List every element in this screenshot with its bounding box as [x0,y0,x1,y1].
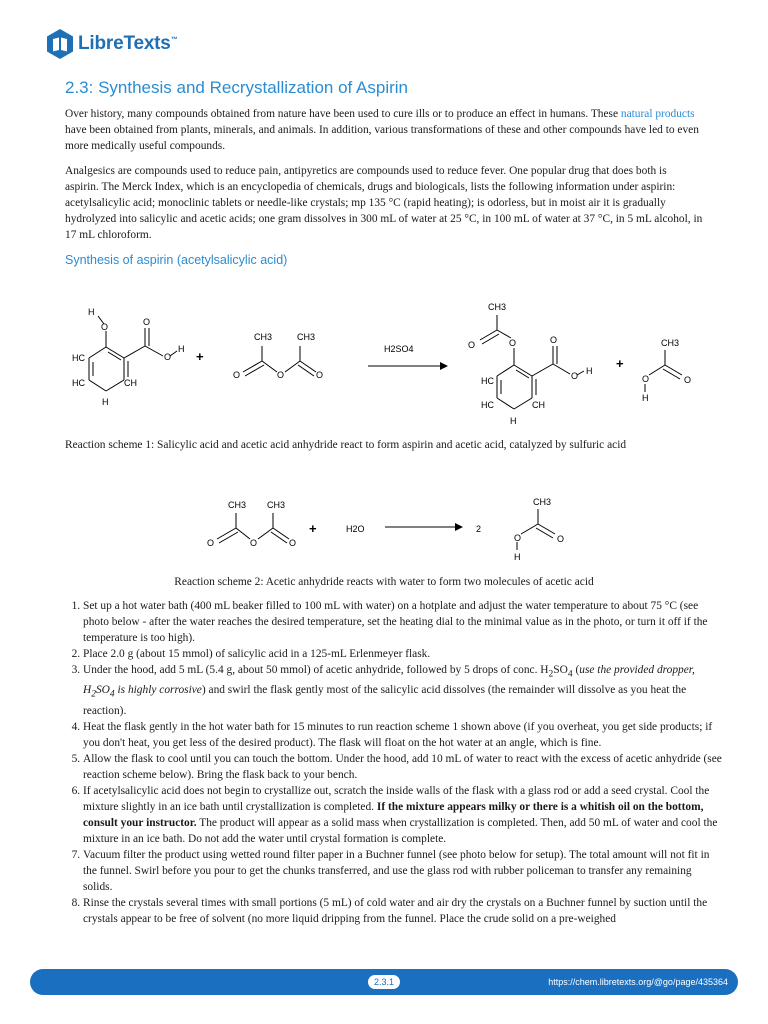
footer-bar [30,969,738,995]
svg-text:CH3: CH3 [533,497,552,507]
svg-text:HC: HC [72,353,85,363]
svg-text:H: H [586,366,593,376]
procedure-steps [65,598,723,927]
svg-text:CH3: CH3 [228,500,247,510]
svg-text:CH3: CH3 [267,500,286,510]
step-2: 2. Place 2.0 g (about 15 mmol) of salicylic acid in a 125-mL Erlenmeyer flask. [83,646,723,662]
svg-text:O: O [642,374,650,384]
step-7: 7. Vacuum filter the product using wetted round filter paper in a Buchner funnel (see photo below for setup). The total amount will not fit in the funnel. Swirl before you pour to get the chunks transferred, and use the glass rod with rubber policeman to transfer any remaining solids. [83,847,723,895]
page-number: 2.3.1 [368,975,400,989]
svg-text:H: H [514,552,521,562]
svg-text:CH: CH [532,400,545,410]
svg-text:HC: HC [481,376,494,386]
step-4: 4. Heat the flask gently in the hot water bath for 15 minutes to run reaction scheme 1 shown above (if you overheat, you get side products; if you don't heat, you get less of the desired product). The flask will float on the hot water at an angle, which is fine. [83,719,723,751]
step-5: 5. Allow the flask to cool until you can touch the bottom. Under the hood, add 10 mL of water to react with the excess of acetic anhydride (see reaction scheme below). Bring the flask back to your bench. [83,751,723,783]
svg-text:2: 2 [476,524,482,534]
step-6: 6. If acetylsalicylic acid does not begin to crystallize out, scratch the inside walls of the flask with a glass rod or add a seed crystal. Cool the mixture slightly in an ice bath until crystallization is completed. If the mixture appears milky or there is a whitish oil on the bottom, consult your instructor. The product will appear as a solid mass when crystallization is completed. Then, add 50 mL of water and cool the mixture in an ice bath. Do not add the water until crystal formation is complete. [83,783,723,847]
svg-text:CH3: CH3 [661,338,680,348]
svg-text:HC: HC [481,400,494,410]
svg-text:O: O [468,340,476,350]
svg-text:O: O [233,370,241,380]
scheme2-bonds [217,509,555,550]
step-3: 3. Under the hood, add 5 mL (5.4 g, about 50 mmol) of acetic anhydride, followed by 5 drops of conc. $H_2SO_4$ (use the provided dropper, $H_2SO_4$ is highly corrosive) and swirl the flask gently most of the salicylic acid dissolves (the remainder will dissolve as you heat the reaction). [83,662,723,719]
natural-products-link[interactable]: natural products [620,108,695,120]
page-title: 2.3: Synthesis and Recrystallization of Aspirin [65,78,409,97]
svg-text:CH: CH [124,378,137,388]
svg-text:H: H [88,307,95,317]
svg-text:H: H [102,397,109,407]
svg-text:H: H [510,416,517,426]
svg-text:O: O [550,335,558,345]
step-8: 8. Rinse the crystals several times with small portions (5 mL) of cold water and air dry the crystals on a Buchner funnel by suction until the crystals appear to be free of solvent (no more liquid dripping from the funnel. Place the crude solid on a pre-weighed [83,895,723,927]
svg-text:CH3: CH3 [488,302,507,312]
svg-text:O: O [509,338,517,348]
svg-text:O: O [250,538,258,548]
svg-text:O: O [316,370,324,380]
warning-text: If the mixture appears milky or there is a whitish oil on the bottom, consult your instructor. [83,800,704,829]
svg-text:O: O [289,538,297,548]
page-url-link[interactable]: https://chem.libretexts.org/@go/page/435364 [548,977,728,987]
logo-text: LibreTexts™ [78,33,178,54]
svg-text:O: O [207,538,215,548]
svg-text:HC: HC [72,378,85,388]
scheme1-bonds [89,315,682,409]
svg-text:O: O [143,317,151,327]
scheme2-atoms [207,497,564,562]
svg-text:CH3: CH3 [254,332,273,342]
svg-text:O: O [164,352,172,362]
step-1: 1. Set up a hot water bath (400 mL beaker filled to 100 mL with water) on a hotplate and adjust the water temperature to about 75 °C (see photo below - after the water reaches the desired temperature, set the heating dial to the minimal value as in the photo, or turn it off if the temperature is too high). [83,598,723,646]
svg-text:H: H [642,393,649,403]
scheme1-atoms [72,302,691,426]
svg-text:+: + [616,356,624,371]
svg-text:O: O [684,375,692,385]
svg-text:O: O [101,322,109,332]
svg-text:O: O [557,534,565,544]
analgesics-paragraph: Analgesics are compounds used to reduce pain, antipyretics are compounds used to reduce fever. One popular drug that does both is aspirin. The Merck Index, which is an encyclopedia of chemicals, drugs and biologicals, lists the following information under aspirin: acetylsalicylic acid; monoclinic tablets or needle-like crystals; mp 135 °C (rapid heating); is odorless, but in moist air it is gradually hydrolyzed into salicylic and acetic acids; one gram dissolves in 300 mL of water at 25 °C, in 100 mL of water at 37 °C, in 5 mL alcohol, in 17 mL chloroform. [65,165,703,241]
scheme1-caption: Reaction scheme 1: Salicylic acid and acetic acid anhydride react to form aspirin and acetic acid, catalyzed by sulfuric acid [65,439,627,451]
svg-text:H2SO4: H2SO4 [384,344,414,354]
svg-text:H: H [178,344,185,354]
scheme2-caption: Reaction scheme 2: Acetic anhydride reacts with water to form two molecules of acetic acid [174,576,594,588]
intro-paragraph: Over history, many compounds obtained from nature have been used to cure ills or to produce an effect in humans. These natural products have been obtained from plants, minerals, and animals. In addition, various transformations of these and other compounds have led to even more medically useful compounds. [65,108,699,152]
svg-text:+: + [309,521,317,536]
svg-text:H2O: H2O [346,524,365,534]
svg-text:O: O [514,533,522,543]
svg-text:O: O [277,370,285,380]
svg-text:+: + [196,349,204,364]
section-heading: Synthesis of aspirin (acetylsalicylic acid) [65,253,288,267]
svg-text:CH3: CH3 [297,332,316,342]
svg-text:O: O [571,371,579,381]
